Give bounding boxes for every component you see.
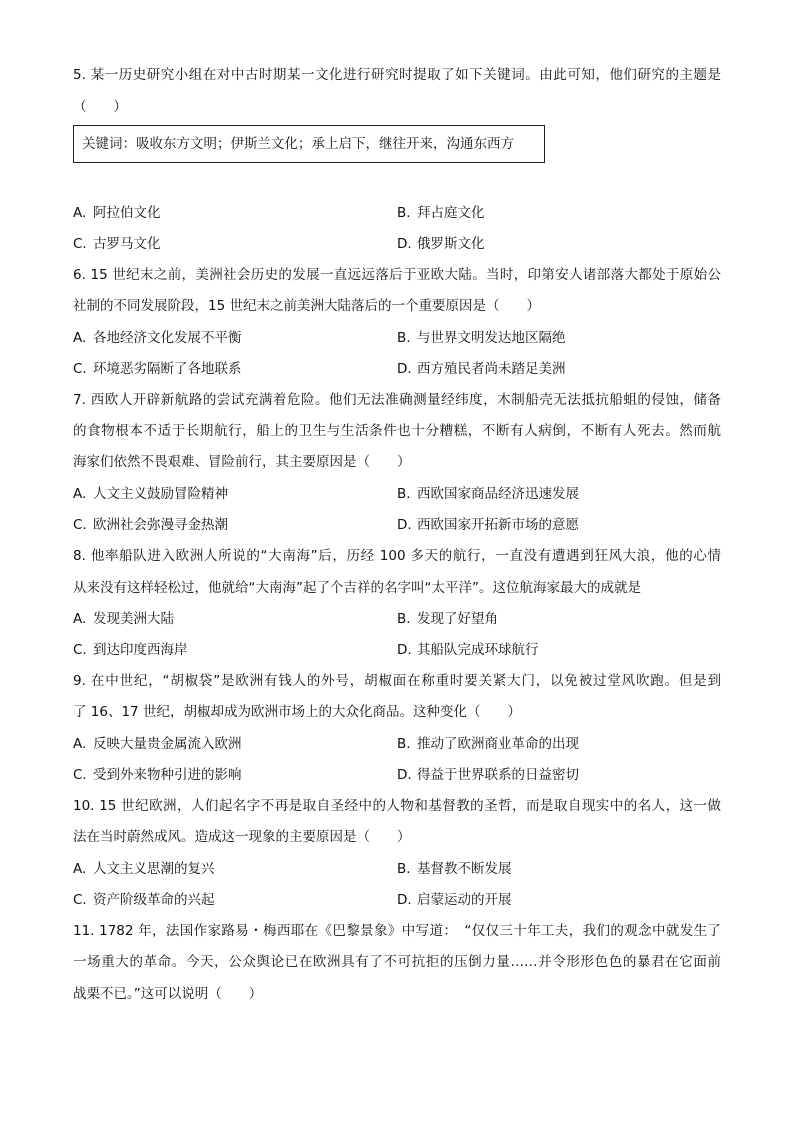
q9-option-a[interactable] <box>73 735 242 753</box>
q8-stem-line1: 8. 他率船队进入欧洲人所说的“大南海”后，历经 100 多天的航行，一直没有遭遇到狂风大浪，他的心情 <box>73 548 721 564</box>
q8-option-a[interactable] <box>73 610 174 628</box>
option-text: 各地经济文化发展不平衡 <box>93 330 242 346</box>
option-text: 西欧国家开拓新市场的意愿 <box>417 517 579 533</box>
option-text: 发现了好望角 <box>417 611 498 627</box>
option-text: 与世界文明发达地区隔绝 <box>417 330 566 346</box>
q5-stem-line2: （ ） <box>73 99 127 115</box>
option-letter: B. <box>397 205 411 221</box>
q7-option-a[interactable] <box>73 485 228 503</box>
option-letter: C. <box>73 892 87 908</box>
option-letter: D. <box>397 236 412 252</box>
q9-stem-line1: 9. 在中世纪，“胡椒袋”是欧洲有钱人的外号，胡椒面在称重时要关紧大门，以免被过堂风吹跑。但是到 <box>73 673 721 689</box>
option-letter: B. <box>397 486 411 502</box>
q7-stem-line3: 海家们依然不畏艰难、冒险前行，其主要原因是（ ） <box>73 454 411 470</box>
option-text: 环境恶劣隔断了各地联系 <box>93 361 242 377</box>
option-text: 俄罗斯文化 <box>417 236 485 252</box>
option-letter: B. <box>397 861 411 877</box>
q5-option-a[interactable] <box>73 204 161 222</box>
q8-option-c[interactable] <box>73 641 188 659</box>
q7-option-c[interactable] <box>73 516 228 534</box>
q5-keywords-box: 关键词：吸收东方文明；伊斯兰文化；承上启下，继往开来，沟通东西方 <box>73 125 545 163</box>
q10-stem-line2: 法在当时蔚然成风。造成这一现象的主要原因是（ ） <box>73 829 411 845</box>
q5-option-c[interactable] <box>73 235 161 253</box>
option-letter: A. <box>73 330 87 346</box>
q5-stem-line1: 5. 某一历史研究小组在对中古时期某一文化进行研究时提取了如下关键词。由此可知，他们研究的主题是 <box>73 67 721 83</box>
option-letter: D. <box>397 892 412 908</box>
q6-option-d[interactable] <box>397 360 566 378</box>
q7-option-d[interactable] <box>397 516 579 534</box>
option-letter: C. <box>73 517 87 533</box>
q6-stem-line2: 社制的不同发展阶段，15 世纪末之前美洲大陆落后的一个重要原因是（ ） <box>73 298 540 314</box>
q10-option-c[interactable] <box>73 891 215 909</box>
option-letter: A. <box>73 736 87 752</box>
q11-stem-line2: 一场重大的革命。今天，公众舆论已在欧洲具有了不可抗拒的压倒力量……并令形形色色的暴君在它面前 <box>73 954 721 970</box>
q8-option-d[interactable] <box>397 641 539 659</box>
q11-stem-line1: 11. 1782 年，法国作家路易・梅西耶在《巴黎景象》中写道： “仅仅三十年工夫，我们的观念中就发生了 <box>73 923 721 939</box>
q6-stem-line1: 6. 15 世纪末之前，美洲社会历史的发展一直远远落后于亚欧大陆。当时，印第安人诸部落大都处于原始公 <box>73 267 721 283</box>
option-text: 阿拉伯文化 <box>93 205 161 221</box>
q7-stem-line2: 的食物根本不适于长期航行，船上的卫生与生活条件也十分糟糕，不断有人病倒，不断有人死去。然而航 <box>73 423 721 439</box>
q9-option-b[interactable] <box>397 735 579 753</box>
option-text: 基督教不断发展 <box>417 861 512 877</box>
option-letter: D. <box>397 767 412 783</box>
option-letter: A. <box>73 611 87 627</box>
option-text: 人文主义思潮的复兴 <box>93 861 215 877</box>
option-letter: B. <box>397 330 411 346</box>
option-letter: C. <box>73 767 87 783</box>
option-text: 启蒙运动的开展 <box>417 892 512 908</box>
q6-option-a[interactable] <box>73 329 242 347</box>
q8-option-b[interactable] <box>397 610 498 628</box>
option-text: 发现美洲大陆 <box>93 611 174 627</box>
option-text: 到达印度西海岸 <box>93 642 188 658</box>
option-letter: D. <box>397 361 412 377</box>
q9-option-c[interactable] <box>73 766 242 784</box>
q10-stem-line1: 10. 15 世纪欧洲，人们起名字不再是取自圣经中的人物和基督教的圣哲，而是取自现实中的名人，这一做 <box>73 798 721 814</box>
option-text: 资产阶级革命的兴起 <box>93 892 215 908</box>
q7-option-b[interactable] <box>397 485 579 503</box>
option-text: 人文主义鼓励冒险精神 <box>93 486 228 502</box>
option-text: 欧洲社会弥漫寻金热潮 <box>93 517 228 533</box>
q6-option-b[interactable] <box>397 329 566 347</box>
q7-stem-line1: 7. 西欧人开辟新航路的尝试充满着危险。他们无法准确测量经纬度，木制船壳无法抵抗船蛆的侵蚀，储备 <box>73 392 721 408</box>
q11-stem-line3: 战栗不已。”这可以说明（ ） <box>73 986 263 1002</box>
option-letter: B. <box>397 611 411 627</box>
option-text: 受到外来物种引进的影响 <box>93 767 242 783</box>
q6-option-c[interactable] <box>73 360 242 378</box>
option-letter: D. <box>397 517 412 533</box>
q8-stem-line2: 从来没有这样轻松过，他就给“大南海”起了个吉祥的名字叫“太平洋”。这位航海家最大的成就是 <box>73 580 641 596</box>
option-text: 古罗马文化 <box>93 236 161 252</box>
option-letter: A. <box>73 486 87 502</box>
option-text: 拜占庭文化 <box>417 205 485 221</box>
q10-option-a[interactable] <box>73 860 215 878</box>
option-letter: C. <box>73 236 87 252</box>
q9-stem-line2: 了 16、17 世纪，胡椒却成为欧洲市场上的大众化商品。这种变化（ ） <box>73 704 521 720</box>
option-letter: C. <box>73 642 87 658</box>
q9-option-d[interactable] <box>397 766 579 784</box>
q5-option-d[interactable] <box>397 235 485 253</box>
q10-option-d[interactable] <box>397 891 512 909</box>
option-letter: B. <box>397 736 411 752</box>
option-text: 得益于世界联系的日益密切 <box>417 767 579 783</box>
option-letter: A. <box>73 205 87 221</box>
option-text: 西欧国家商品经济迅速发展 <box>417 486 579 502</box>
option-letter: A. <box>73 861 87 877</box>
option-text: 西方殖民者尚未踏足美洲 <box>417 361 566 377</box>
option-letter: C. <box>73 361 87 377</box>
option-text: 推动了欧洲商业革命的出现 <box>417 736 579 752</box>
q10-option-b[interactable] <box>397 860 512 878</box>
q5-option-b[interactable] <box>397 204 485 222</box>
option-letter: D. <box>397 642 412 658</box>
option-text: 其船队完成环球航行 <box>417 642 539 658</box>
option-text: 反映大量贵金属流入欧洲 <box>93 736 242 752</box>
